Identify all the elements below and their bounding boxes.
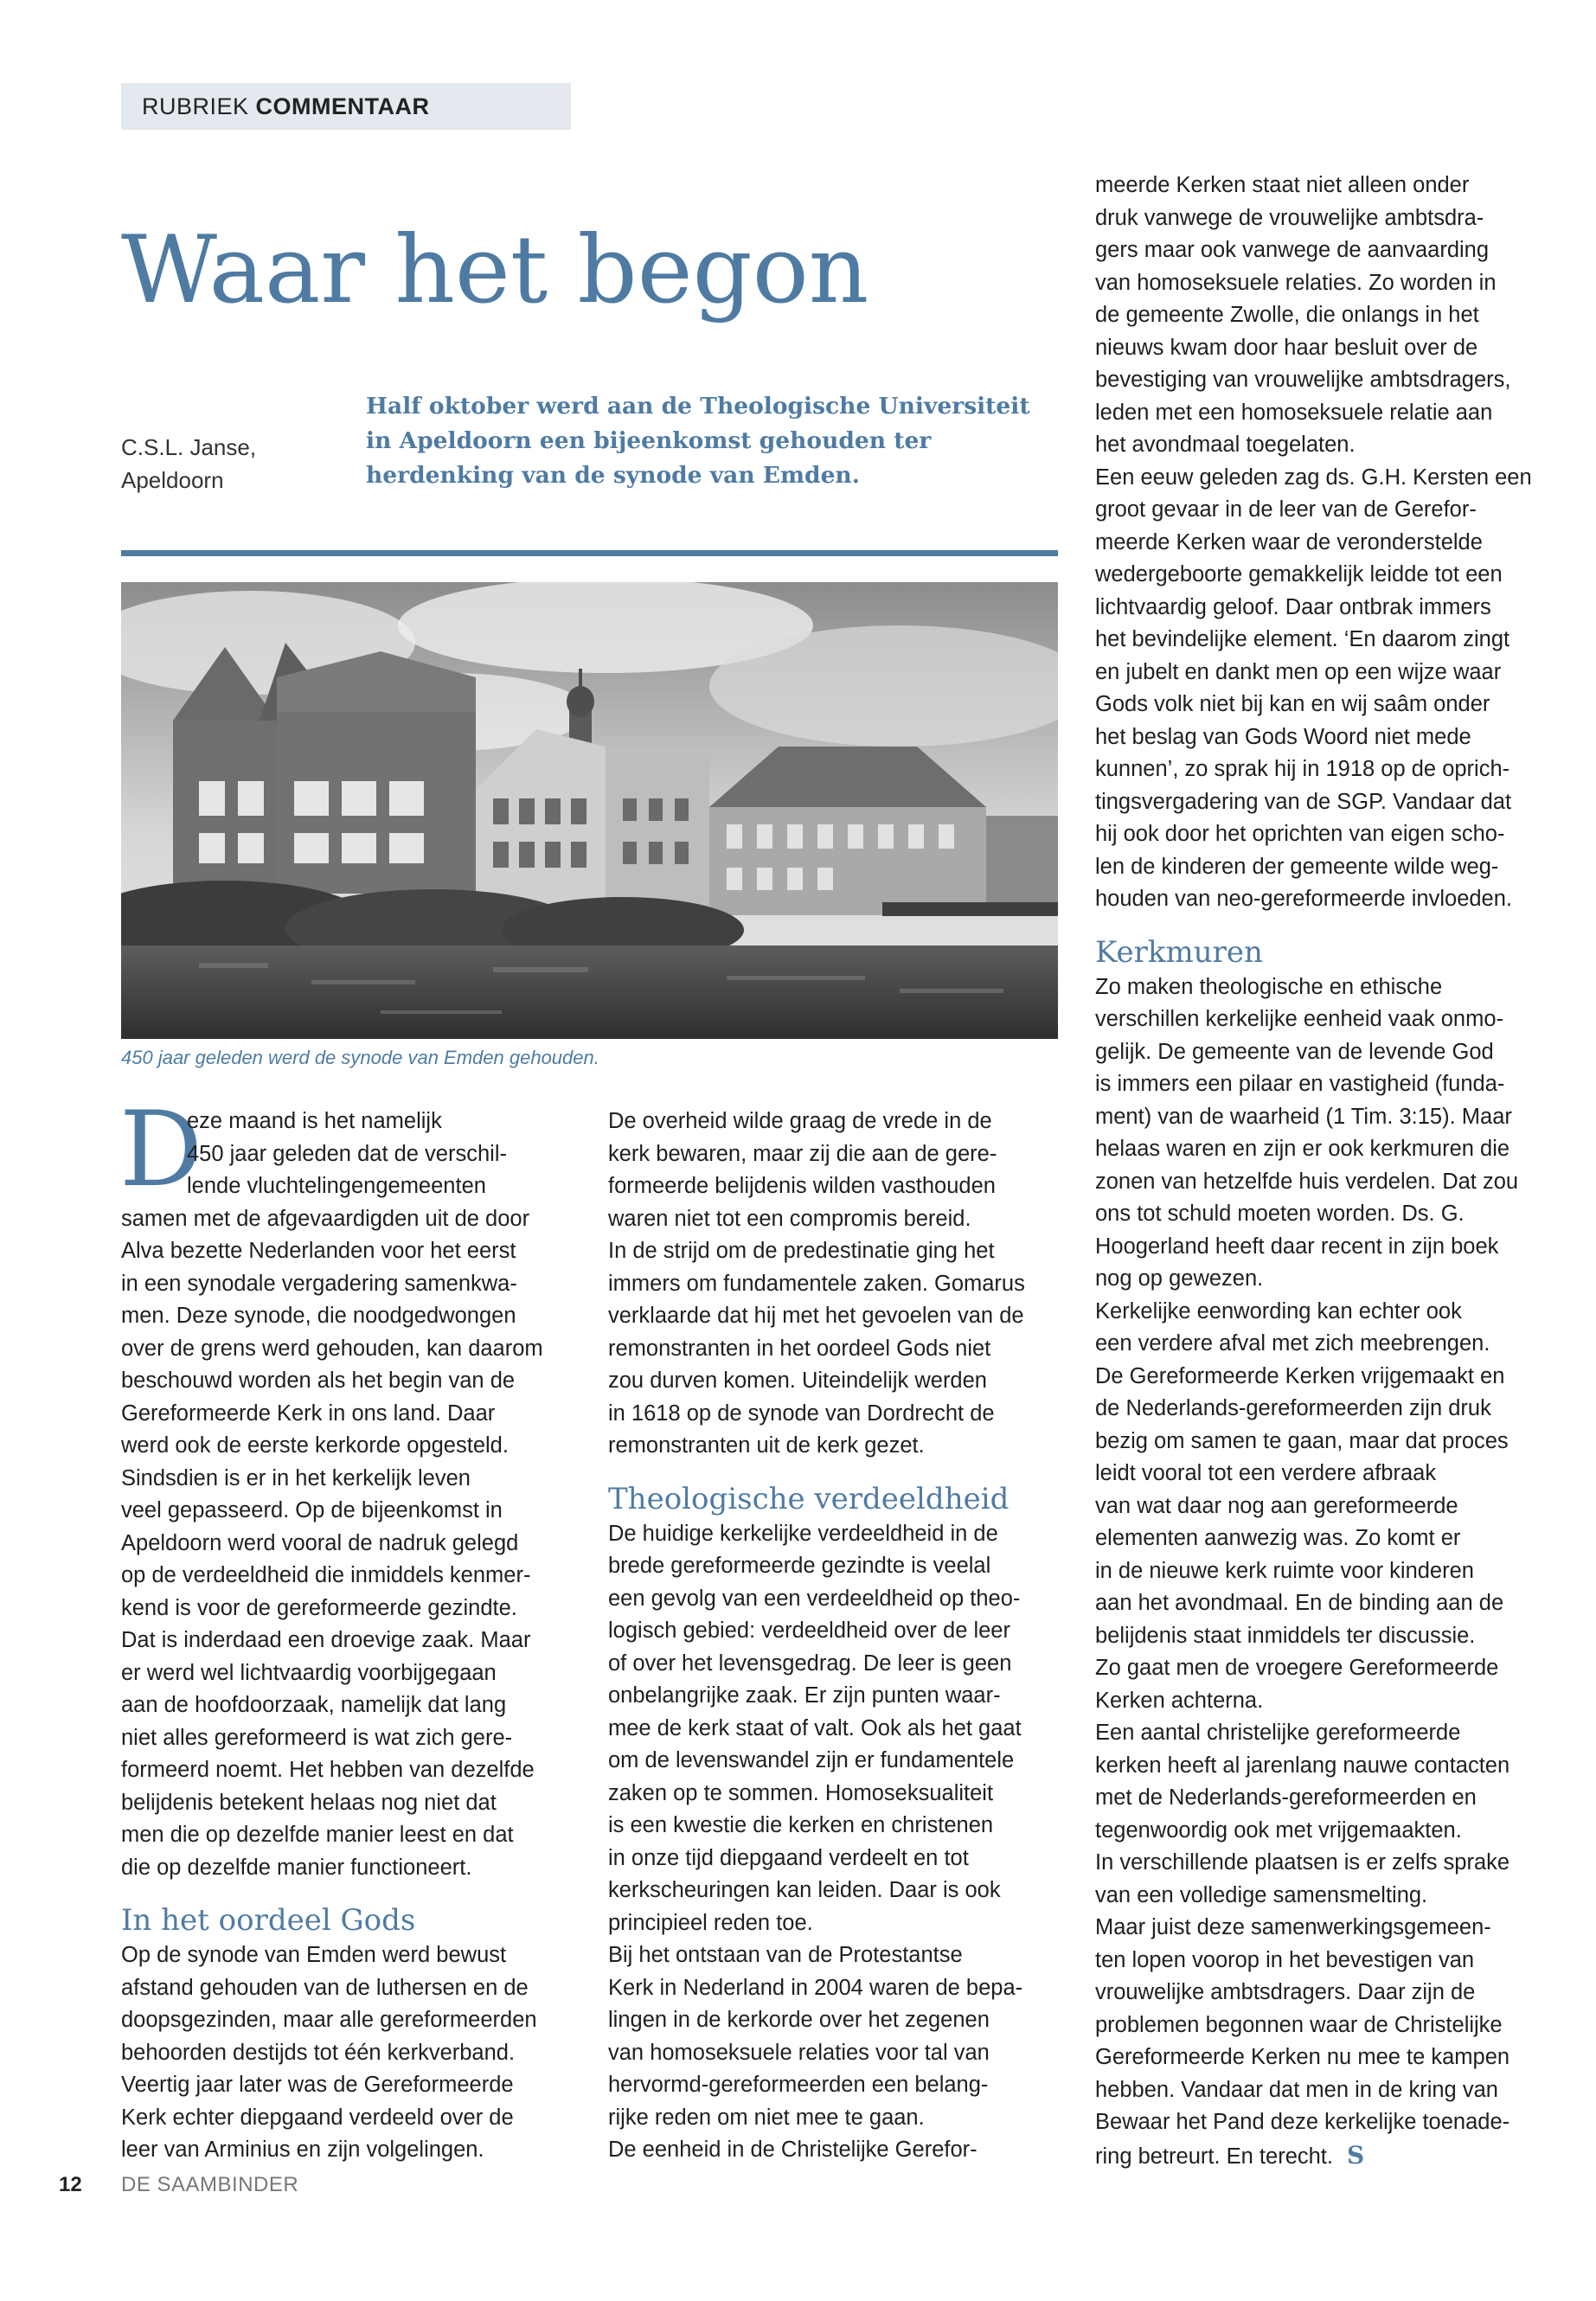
text-line: leden met een homoseksuele relatie aan xyxy=(1095,400,1493,425)
text-line: eze maand is het namelijk xyxy=(187,1109,442,1133)
text-line: lende vluchtelingengemeenten xyxy=(187,1174,486,1198)
text-line: gers maar ook vanwege de aanvaarding xyxy=(1095,238,1490,262)
text-line: Apeldoorn werd vooral de nadruk gelegd xyxy=(121,1530,519,1555)
text-line: Gods volk niet bij kan en wij saâm onder xyxy=(1095,692,1490,716)
text-line: remonstranten in het oordeel Gods niet xyxy=(608,1336,991,1361)
text-line: men die op dezelfde manier leest en dat xyxy=(121,1823,514,1847)
paragraph-kerkmuren xyxy=(1095,971,1562,2174)
text-line: de gemeente Zwolle, die onlangs in het xyxy=(1095,303,1479,327)
text-line: Dat is inderdaad een droevige zaak. Maar xyxy=(121,1628,531,1652)
section-heading-verdeeldheid: Theologische verdeeldheid xyxy=(608,1481,1010,1516)
rubriek-label xyxy=(121,83,571,130)
text-line: een verdere afval met zich meebrengen. xyxy=(1095,1331,1490,1356)
article-title: Waar het begon xyxy=(121,216,869,324)
text-line: helaas waren en zijn er ook kerkmuren die xyxy=(1095,1137,1510,1161)
text-line: verklaarde dat hij met het gevoelen van de xyxy=(608,1304,1024,1328)
text-line: Kerken achterna. xyxy=(1095,1688,1264,1713)
text-line: De Gereformeerde Kerken vrijgemaakt en xyxy=(1095,1363,1505,1388)
text-line: het beslag van Gods Woord niet mede xyxy=(1095,724,1471,749)
article-lead xyxy=(366,389,1058,493)
text-line: beschouwd worden als het begin van de xyxy=(121,1368,516,1393)
text-line: het avondmaal toegelaten. xyxy=(1095,433,1356,457)
text-line: Op de synode van Emden werd bewust xyxy=(121,1943,507,1967)
article-column-3 xyxy=(1095,170,1562,2173)
article-column-2 xyxy=(608,1106,1065,2167)
text-line: ment) van de waarheid (1 Tim. 3:15). Maar xyxy=(1095,1104,1512,1129)
text-line: brede gereformeerde gezindte is veelal xyxy=(608,1554,991,1578)
text-line: Gereformeerde Kerken nu mee te kampen xyxy=(1095,2045,1510,2069)
text-line: De overheid wilde graag de vrede in de xyxy=(608,1109,992,1133)
drop-cap: D xyxy=(119,1090,203,1210)
text-line: In verschillende plaatsen is er zelfs sprake xyxy=(1095,1850,1510,1875)
text-line: Kerkelijke eenwording kan echter ook xyxy=(1095,1298,1462,1324)
text-line: doopsgezinden, maar alle gereformeerden xyxy=(121,2008,537,2032)
text-line: waren niet tot een compromis bereid. xyxy=(608,1206,971,1231)
text-line: samen met de afgevaardigden uit de door xyxy=(121,1206,530,1231)
text-line: len de kinderen der gemeente wilde weg- xyxy=(1095,854,1499,879)
text-line: kerkscheuringen kan leiden. Daar is ook xyxy=(608,1878,1001,1902)
text-line: logisch gebied: verdeeldheid over de leer xyxy=(608,1618,1010,1643)
paragraph-oordeel xyxy=(121,1939,588,2167)
text-line: aan de hoofdoorzaak, namelijk dat lang xyxy=(121,1693,507,1717)
text-line: hij ook door het oprichten van eigen scho- xyxy=(1095,822,1505,846)
text-line: kerken heeft al jarenlang nauwe contacten xyxy=(1095,1753,1510,1778)
text-line: kunnen’, zo sprak hij in 1918 op de oprich- xyxy=(1095,757,1510,781)
text-line: bezig om samen te gaan, maar dat proces xyxy=(1095,1428,1509,1453)
text-line: lingen in de kerkorde over het zegenen xyxy=(608,2008,990,2032)
paragraph-verdeeldheid xyxy=(608,1518,1065,2167)
lead-line: Half oktober werd aan de Theologische Universiteit xyxy=(366,393,1030,420)
text-line: 450 jaar geleden dat de verschil- xyxy=(187,1141,507,1166)
text-line: over de grens werd gehouden, kan daarom xyxy=(121,1336,543,1361)
text-line: Veertig jaar later was de Gereformeerde xyxy=(121,2073,514,2097)
author-location: Apeldoorn xyxy=(121,467,224,493)
text-line: De huidige kerkelijke verdeeldheid in de xyxy=(608,1521,998,1546)
photo-illustration xyxy=(121,582,1058,1039)
text-line: er werd wel lichtvaardig voorbijgegaan xyxy=(121,1660,497,1685)
lead-line: in Apeldoorn een bijeenkomst gehouden ter xyxy=(366,427,932,454)
paragraph-strijd xyxy=(608,1106,1065,1463)
text-line: Alva bezette Nederlanden voor het eerst xyxy=(121,1239,516,1263)
text-line: druk vanwege de vrouwelijke ambtsdra- xyxy=(1095,205,1484,230)
text-line: veel gepasseerd. Op de bijeenkomst in xyxy=(121,1498,503,1522)
text-line: tegenwoordig ook met vrijgemaakten. xyxy=(1095,1817,1462,1843)
text-line: nieuws kwam door haar besluit over de xyxy=(1095,335,1478,360)
article-column-1 xyxy=(119,1090,588,2167)
text-line: Gereformeerde Kerk in ons land. Daar xyxy=(121,1400,496,1426)
section-heading-oordeel: In het oordeel Gods xyxy=(121,1903,416,1938)
text-line: Sindsdien is er in het kerkelijk leven xyxy=(121,1465,471,1490)
text-line: In de strijd om de predestinatie ging het xyxy=(608,1239,995,1263)
text-line: van wat daar nog aan gereformeerde xyxy=(1095,1493,1458,1518)
text-line: De eenheid in de Christelijke Gerefor- xyxy=(608,2138,977,2162)
text-line: rijke reden om niet mee te gaan. xyxy=(608,2105,925,2130)
rubriek-name: COMMENTAAR xyxy=(255,93,430,119)
text-line: zaken op te sommen. Homoseksualiteit xyxy=(608,1780,994,1805)
text-line: Een aantal christelijke gereformeerde xyxy=(1095,1721,1461,1745)
text-line: Zo gaat men de vroegere Gereformeerde xyxy=(1095,1656,1499,1680)
text-line: men. Deze synode, die noodgedwongen xyxy=(121,1304,516,1328)
text-line: van homoseksuele relaties. Zo worden in xyxy=(1095,270,1497,295)
magazine-name: DE SAAMBINDER xyxy=(121,2173,299,2196)
text-line: Zo maken theologische en ethische xyxy=(1095,974,1443,999)
text-line: hervormd-gereformeerden een belang- xyxy=(608,2073,989,2097)
text-line: van een volledige samensmelting. xyxy=(1095,1882,1428,1907)
text-line: ten lopen voorop in het bevestigen van xyxy=(1095,1947,1475,1972)
text-line: gelijk. De gemeente van de levende God xyxy=(1095,1039,1494,1064)
photo-caption: 450 jaar geleden werd de synode van Emden gehouden. xyxy=(121,1047,599,1068)
text-line: Een eeuw geleden zag ds. G.H. Kersten een xyxy=(1095,465,1532,490)
text-line: een gevolg van een verdeeldheid op theo- xyxy=(608,1586,1021,1611)
text-line: bevestiging van vrouwelijke ambtsdragers, xyxy=(1095,368,1511,392)
text-line: of over het levensgedrag. De leer is geen xyxy=(608,1650,1012,1676)
text-line: de Nederlands-gereformeerden zijn druk xyxy=(1095,1396,1491,1420)
text-line: formeerde belijdenis wilden vasthouden xyxy=(608,1174,996,1198)
text-line: immers om fundamentele zaken. Gomarus xyxy=(608,1271,1025,1296)
text-line: Kerk echter diepgaand verdeeld over de xyxy=(121,2105,514,2130)
text-line: in 1618 op de synode van Dordrecht de xyxy=(608,1400,995,1426)
text-line: verschillen kerkelijke eenheid vaak onmo- xyxy=(1095,1007,1503,1031)
text-line: zonen van hetzelfde huis verdelen. Dat zou xyxy=(1095,1169,1519,1194)
text-line: vrouwelijke ambtsdragers. Daar zijn de xyxy=(1095,1980,1476,2004)
text-line: met de Nederlands-gereformeerden en xyxy=(1095,1785,1477,1810)
text-line: in de nieuwe kerk ruimte voor kinderen xyxy=(1095,1558,1474,1583)
text-line: mee de kerk staat of valt. Ook als het gaat xyxy=(608,1715,1022,1740)
text-line: op de verdeeldheid die inmiddels kenmer- xyxy=(121,1563,531,1587)
text-line: behoorden destijds tot één kerkverband. xyxy=(121,2040,516,2065)
text-line: kend is voor de gereformeerde gezindte. xyxy=(121,1595,517,1620)
title-divider xyxy=(121,550,1058,556)
text-line: nog op gewezen. xyxy=(1095,1266,1264,1291)
text-line: aan het avondmaal. En de binding aan de xyxy=(1095,1591,1504,1615)
text-line: houden van neo-gereformeerde invloeden. xyxy=(1095,887,1513,911)
text-line: principieel reden toe. xyxy=(608,1910,813,1935)
text-line: belijdenis betekent helaas nog niet dat xyxy=(121,1790,497,1815)
text-line: remonstranten uit de kerk gezet. xyxy=(608,1433,925,1458)
text-line: hebben. Vandaar dat men in de kring van xyxy=(1095,2077,1498,2102)
text-line: elementen aanwezig was. Zo komt er xyxy=(1095,1526,1461,1550)
text-line: in een synodale vergadering samenkwa- xyxy=(121,1271,517,1296)
text-line: is een kwestie die kerken en christenen xyxy=(608,1813,994,1837)
text-line: om de levenswandel zijn er fundamentele xyxy=(608,1748,1015,1772)
lead-line: herdenking van de synode van Emden. xyxy=(366,462,860,489)
text-line: die op dezelfde manier functioneert. xyxy=(121,1855,472,1880)
text-line: problemen begonnen waar de Christelijke xyxy=(1095,2012,1503,2037)
paragraph-intro xyxy=(119,1090,588,1884)
text-line: afstand gehouden van de luthersen en de xyxy=(121,1975,529,2000)
text-line: Hoogerland heeft daar recent in zijn boek xyxy=(1095,1234,1499,1259)
author-name: C.S.L. Janse, xyxy=(121,434,257,460)
text-line: en jubelt en dankt men op een wijze waar xyxy=(1095,659,1502,684)
text-line: ring betreurt. En terecht. xyxy=(1095,2144,1333,2169)
text-line: tingsvergadering van de SGP. Vandaar dat xyxy=(1095,789,1512,814)
text-line: meerde Kerken waar de veronderstelde xyxy=(1095,529,1483,554)
text-line: meerde Kerken staat niet alleen onder xyxy=(1095,173,1470,197)
end-mark-icon: S xyxy=(1346,2140,1365,2170)
text-line: werd ook de eerste kerkorde opgesteld. xyxy=(121,1433,509,1458)
text-line: onbelangrijke zaak. Er zijn punten waar- xyxy=(608,1683,1001,1708)
text-line: leer van Arminius en zijn volgelingen. xyxy=(121,2138,484,2162)
text-line: Bewaar het Pand deze kerkelijke toenade- xyxy=(1095,2110,1510,2134)
text-line: Kerk in Nederland in 2004 waren de bepa- xyxy=(608,1975,1023,2000)
text-line: Bij het ontstaan van de Protestantse xyxy=(608,1943,963,1967)
paragraph-continuation xyxy=(1095,170,1562,916)
text-line: van homoseksuele relaties voor tal van xyxy=(608,2040,990,2065)
rubriek-prefix: RUBRIEK xyxy=(142,93,249,119)
text-line: groot gevaar in de leer van de Gerefor- xyxy=(1095,497,1477,522)
text-line: ons tot schuld moeten worden. Ds. G. xyxy=(1095,1202,1465,1226)
text-line: lichtvaardig geloof. Daar ontbrak immers xyxy=(1095,594,1491,619)
text-line: in onze tijd diepgaand verdeelt en tot xyxy=(608,1845,969,1870)
author-byline xyxy=(121,431,277,497)
text-line: is immers een pilaar en vastigheid (funda- xyxy=(1095,1072,1505,1096)
text-line: wedergeboorte gemakkelijk leidde tot een xyxy=(1095,562,1503,586)
text-line: belijdenis staat inmiddels ter discussie. xyxy=(1095,1623,1476,1648)
text-line: leidt vooral tot een verdere afbraak xyxy=(1095,1461,1437,1485)
article-photo xyxy=(121,582,1058,1039)
text-line: zou durven komen. Uiteindelijk werden xyxy=(608,1368,987,1393)
text-line: formeerd noemt. Het hebben van dezelfde xyxy=(121,1758,535,1782)
text-line: niet alles gereformeerd is wat zich gere- xyxy=(121,1725,513,1750)
text-line: kerk bewaren, maar zij die aan de gere- xyxy=(608,1141,997,1166)
text-line: Maar juist deze samenwerkingsgemeen- xyxy=(1095,1915,1491,1939)
section-heading-kerkmuren: Kerkmuren xyxy=(1095,934,1263,970)
page-number: 12 xyxy=(59,2173,82,2196)
text-line: het bevindelijke element. ‘En daarom zingt xyxy=(1095,627,1510,651)
